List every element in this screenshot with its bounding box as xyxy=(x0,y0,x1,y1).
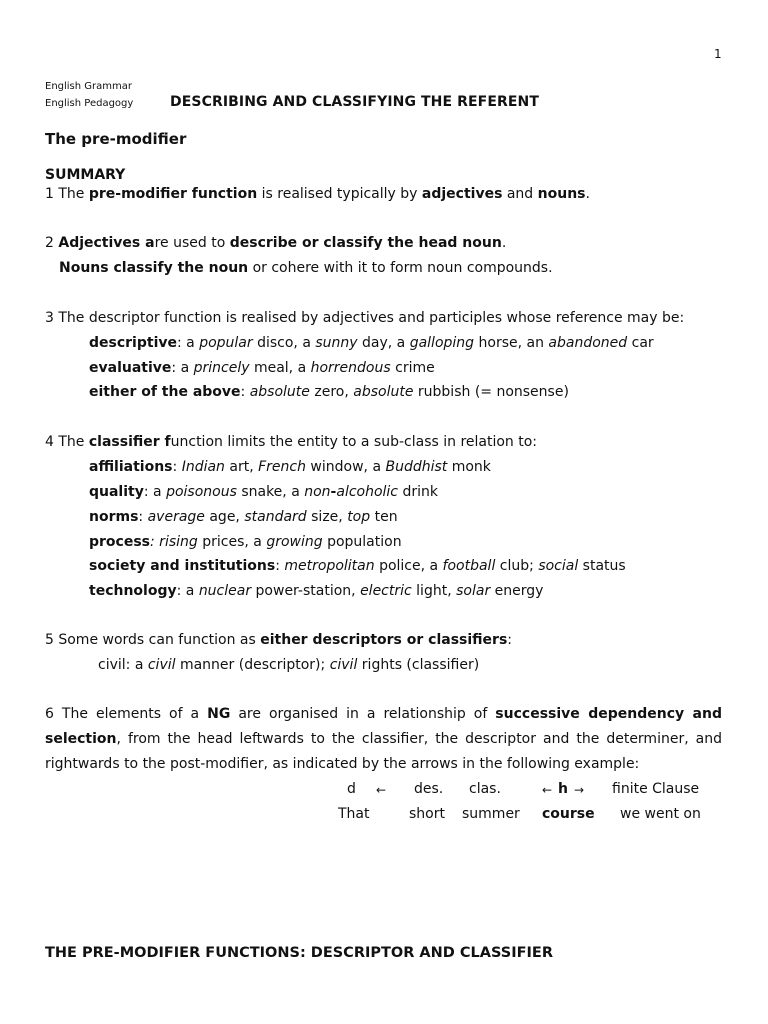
next-section-heading: THE PRE-MODIFIER FUNCTIONS: DESCRIPTOR AND CLASSIFIER xyxy=(45,945,553,961)
example-word-that: That xyxy=(338,806,370,822)
summary-point-5-example: civil: a civil manner (descriptor); civil rights (classifier) xyxy=(98,657,480,673)
arrow-right-icon: → xyxy=(574,783,585,797)
example-word-course: course xyxy=(542,806,595,822)
example-label-classifier: clas. xyxy=(469,781,501,797)
example-label-head: h xyxy=(558,781,568,797)
arrow-left-icon: ← xyxy=(542,783,553,797)
classifier-technology: technology: a nuclear power-station, electric light, solar energy xyxy=(89,583,544,599)
example-label-determiner: d xyxy=(347,781,356,797)
summary-point-4: 4 The classifier function limits the entity to a sub-class in relation to: xyxy=(45,434,538,450)
example-word-short: short xyxy=(409,806,445,822)
page-number: 1 xyxy=(714,47,722,61)
summary-point-5: 5 Some words can function as either descriptors or classifiers: xyxy=(45,632,512,648)
summary-point-2-nouns: Nouns classify the noun or cohere with it to form noun compounds. xyxy=(59,260,553,276)
example-word-clause: we went on xyxy=(620,806,701,822)
classifier-society: society and institutions: metropolitan police, a football club; social status xyxy=(89,558,626,574)
example-word-summer: summer xyxy=(462,806,520,822)
classifier-process: process: rising prices, a growing population xyxy=(89,534,402,550)
example-label-finite-clause: finite Clause xyxy=(612,781,700,797)
descriptor-type-evaluative: evaluative: a princely meal, a horrendous crime xyxy=(89,360,435,376)
example-label-descriptor: des. xyxy=(414,781,444,797)
summary-point-2: 2 Adjectives are used to describe or classify the head noun. xyxy=(45,235,507,251)
course-name: English Grammar xyxy=(45,81,132,92)
summary-heading: SUMMARY xyxy=(45,167,126,183)
summary-point-1: 1 The pre-modifier function is realised typically by adjectives and nouns. xyxy=(45,186,590,202)
classifier-norms: norms: average age, standard size, top ten xyxy=(89,509,398,525)
descriptor-type-descriptive: descriptive: a popular disco, a sunny day, a galloping horse, an abandoned car xyxy=(89,335,654,351)
summary-point-3: 3 The descriptor function is realised by adjectives and participles whose reference may be: xyxy=(45,310,685,326)
classifier-quality: quality: a poisonous snake, a non-alcoholic drink xyxy=(89,484,438,500)
document-title: DESCRIBING AND CLASSIFYING THE REFERENT xyxy=(170,94,539,110)
course-subject: English Pedagogy xyxy=(45,98,134,109)
summary-point-6: 6 The elements of a NG are organised in a relationship of successive dependency and selection, from the head leftwards to the classifier, the descriptor and the determiner, and rightwards to the post-modifier, as indicated by the arrows in the following example: xyxy=(45,706,722,772)
descriptor-type-either: either of the above: absolute zero, absolute rubbish (= nonsense) xyxy=(89,384,569,400)
classifier-affiliations: affiliations: Indian art, French window, a Buddhist monk xyxy=(89,459,491,475)
section-title: The pre-modifier xyxy=(45,130,187,148)
arrow-left-icon: ← xyxy=(376,783,387,797)
